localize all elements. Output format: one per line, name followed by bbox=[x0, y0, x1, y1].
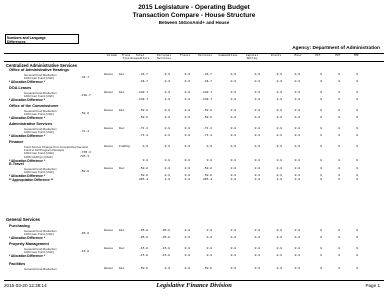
allocation-value: 0 bbox=[356, 133, 358, 137]
row-value: 0.0 bbox=[164, 144, 170, 148]
allocation-value: 0.0 bbox=[206, 253, 212, 257]
column-header-10: PFT bbox=[315, 54, 321, 57]
row-trans-type: Dec bbox=[119, 266, 125, 270]
column-header-2: Total Expenditure bbox=[130, 54, 150, 61]
row-value: 0.0 bbox=[184, 144, 190, 148]
row-value: 0 bbox=[356, 266, 358, 270]
allocation-value: 0.0 bbox=[230, 97, 236, 101]
row-value: 0 bbox=[320, 144, 322, 148]
report-subtitle: Transaction Compare - House Structure bbox=[132, 12, 256, 19]
allocation-value: 0.0 bbox=[294, 115, 300, 119]
row-value: 0.0 bbox=[184, 228, 190, 232]
numbers-box-line-2: Differences bbox=[7, 39, 26, 44]
appropriation-value: 0 bbox=[356, 177, 358, 181]
allocation-value: 0.0 bbox=[230, 115, 236, 119]
column-header-5: Services bbox=[198, 54, 212, 57]
allocation-value: 0.0 bbox=[276, 79, 282, 83]
row-value: 0 bbox=[320, 266, 322, 270]
allocation-value: 0.0 bbox=[142, 158, 148, 162]
allocation-value: 0 bbox=[320, 97, 322, 101]
row-trans-type: Dec bbox=[119, 72, 125, 76]
row-value: -15.0 bbox=[138, 246, 148, 250]
appropriation-value: 0.0 bbox=[164, 177, 170, 181]
row-value: 0.0 bbox=[294, 166, 300, 170]
allocation-value: 0 bbox=[338, 133, 340, 137]
column-header-3: Personal Services bbox=[157, 54, 171, 61]
row-value: -58.6 bbox=[202, 108, 212, 112]
footer-rule bbox=[4, 280, 384, 281]
allocation-value: 0 bbox=[320, 158, 322, 162]
row-value: 0.0 bbox=[230, 108, 236, 112]
detail-text: 1004 Gen Fund (UGF) bbox=[24, 231, 55, 236]
allocation-value: -58.6 bbox=[202, 115, 212, 119]
section-title-general-services: General Services bbox=[6, 217, 40, 222]
appropriation-value: 0.0 bbox=[184, 177, 190, 181]
allocation-value: -50.0 bbox=[202, 173, 212, 177]
row-value: 0.0 bbox=[164, 72, 170, 76]
allocation-value: 0.0 bbox=[254, 97, 260, 101]
row-value: 0.0 bbox=[230, 246, 236, 250]
block-heading: Office of the Commissioner bbox=[9, 104, 59, 108]
row-trans-type: Dec bbox=[119, 228, 125, 232]
row-column-name: House bbox=[104, 144, 114, 148]
row-value: -46.7 bbox=[202, 72, 212, 76]
row-value: 0.0 bbox=[206, 246, 212, 250]
allocation-value: 0.0 bbox=[164, 133, 170, 137]
row-value: -95.0 bbox=[160, 228, 170, 232]
allocation-value: 0.0 bbox=[230, 235, 236, 239]
allocation-difference-label: * Allocation Difference * bbox=[9, 79, 46, 84]
allocation-value: -46.7 bbox=[202, 79, 212, 83]
row-value: 0.0 bbox=[294, 144, 300, 148]
row-value: 0.0 bbox=[254, 266, 260, 270]
row-value: 0.0 bbox=[254, 166, 260, 170]
allocation-value: 0 bbox=[320, 173, 322, 177]
allocation-value: 0 bbox=[356, 97, 358, 101]
row-value: 0.0 bbox=[276, 108, 282, 112]
detail-amount: -15.0 bbox=[80, 249, 90, 253]
allocation-value: 0 bbox=[338, 253, 340, 257]
row-trans-type: Dec bbox=[119, 108, 125, 112]
allocation-value: -95.0 bbox=[160, 235, 170, 239]
detail-amount: -735.3 bbox=[80, 151, 91, 155]
allocation-value: 0.0 bbox=[184, 173, 190, 177]
block-heading: E-Travel bbox=[9, 162, 24, 166]
row-value: 0.0 bbox=[230, 72, 236, 76]
row-value: 0.0 bbox=[294, 246, 300, 250]
row-value: 0.0 bbox=[184, 126, 190, 130]
row-value: 0.0 bbox=[206, 144, 212, 148]
allocation-value: 0.0 bbox=[230, 253, 236, 257]
allocation-value: 0 bbox=[338, 158, 340, 162]
column-header-12: TMP bbox=[353, 54, 359, 57]
row-value: 0.0 bbox=[230, 144, 236, 148]
allocation-value: 0 bbox=[338, 97, 340, 101]
detail-text: 1004 Gen Fund (UGF) bbox=[24, 75, 55, 80]
detail-text: 1004 Gen Fund (UGF) bbox=[24, 111, 55, 116]
row-column-name: House bbox=[104, 90, 114, 94]
footer-division: Legislative Finance Division bbox=[156, 282, 232, 289]
allocation-difference-label: * Allocation Difference * bbox=[9, 253, 46, 258]
row-value: 0.0 bbox=[254, 90, 260, 94]
allocation-difference-label: * Allocation Difference * bbox=[9, 173, 46, 178]
row-value: 0.0 bbox=[206, 228, 212, 232]
appropriation-value: 0.0 bbox=[254, 177, 260, 181]
row-value: 0.0 bbox=[254, 108, 260, 112]
block-heading: DOA Leases bbox=[9, 86, 32, 90]
allocation-value: 0 bbox=[338, 79, 340, 83]
row-value: -138.7 bbox=[137, 90, 148, 94]
allocation-value: 0.0 bbox=[254, 158, 260, 162]
appropriation-value: 0 bbox=[320, 177, 322, 181]
allocation-value: 0 bbox=[320, 79, 322, 83]
allocation-value: 0.0 bbox=[294, 235, 300, 239]
row-value: -58.6 bbox=[138, 108, 148, 112]
row-value: 0 bbox=[356, 126, 358, 130]
appropriation-value: 0 bbox=[338, 177, 340, 181]
appropriation-value: 0.0 bbox=[294, 177, 300, 181]
allocation-value: 0.0 bbox=[206, 235, 212, 239]
allocation-value: 0 bbox=[356, 173, 358, 177]
row-value: -95.0 bbox=[138, 228, 148, 232]
row-value: 0.0 bbox=[276, 266, 282, 270]
row-value: 0 bbox=[356, 108, 358, 112]
allocation-value: 0.0 bbox=[294, 253, 300, 257]
detail-amount: -138.7 bbox=[80, 93, 91, 97]
appropriation-value: 0.0 bbox=[230, 177, 236, 181]
row-column-name: House bbox=[104, 72, 114, 76]
row-value: 0.0 bbox=[254, 246, 260, 250]
column-header-rule bbox=[4, 61, 384, 62]
allocation-value: -15.0 bbox=[138, 253, 148, 257]
allocation-value: 0 bbox=[338, 115, 340, 119]
row-value: 0 bbox=[356, 72, 358, 76]
row-value: 0 bbox=[338, 228, 340, 232]
detail-text: 1004 Gen Fund (UGF) bbox=[24, 129, 55, 134]
allocation-value: -15.0 bbox=[160, 253, 170, 257]
row-value: 0.0 bbox=[184, 90, 190, 94]
allocation-value: 0.0 bbox=[276, 158, 282, 162]
row-trans-type: Dec bbox=[119, 90, 125, 94]
row-value: 0 bbox=[338, 90, 340, 94]
detail-text: General Fund Reduction bbox=[24, 72, 57, 77]
row-value: -50.0 bbox=[202, 166, 212, 170]
row-value: 0 bbox=[338, 266, 340, 270]
detail-text: 1005 GF/Prgm (DGF) bbox=[24, 154, 53, 159]
row-value: 0 bbox=[320, 166, 322, 170]
row-value: 0.0 bbox=[254, 144, 260, 148]
row-value: 0 bbox=[320, 126, 322, 130]
row-value: 0.0 bbox=[164, 90, 170, 94]
detail-amount: -95.0 bbox=[80, 231, 90, 235]
detail-amount: -58.6 bbox=[80, 111, 90, 115]
allocation-difference-label: * Allocation Difference * bbox=[9, 158, 46, 163]
allocation-value: 0.0 bbox=[164, 173, 170, 177]
block-heading: Facilities bbox=[9, 262, 26, 266]
row-value: 0 bbox=[338, 108, 340, 112]
row-trans-type: Dec bbox=[119, 126, 125, 130]
detail-amount: 735.3 bbox=[80, 154, 90, 158]
row-value: 0 bbox=[356, 228, 358, 232]
row-value: 0.0 bbox=[276, 90, 282, 94]
row-value: 0.0 bbox=[142, 144, 148, 148]
allocation-value: -138.7 bbox=[137, 97, 148, 101]
allocation-difference-label: * Allocation Difference * bbox=[9, 115, 46, 120]
allocation-value: 0 bbox=[356, 253, 358, 257]
row-value: 0.0 bbox=[276, 72, 282, 76]
column-header-11: PPT bbox=[335, 54, 341, 57]
column-header-6: Commodities bbox=[218, 54, 238, 57]
row-value: 0 bbox=[320, 90, 322, 94]
row-value: 0.0 bbox=[184, 108, 190, 112]
allocation-value: 0.0 bbox=[276, 97, 282, 101]
row-value: 0 bbox=[320, 72, 322, 76]
row-value: -50.0 bbox=[138, 266, 148, 270]
allocation-value: 0.0 bbox=[276, 235, 282, 239]
row-value: 0.0 bbox=[254, 228, 260, 232]
allocation-value: 0 bbox=[320, 253, 322, 257]
allocation-difference-label: * Allocation Difference * bbox=[9, 133, 46, 138]
detail-text: 1004 Gen Fund (UGF) bbox=[24, 169, 55, 174]
row-value: 0.0 bbox=[276, 166, 282, 170]
allocation-value: 0.0 bbox=[294, 79, 300, 83]
allocation-value: 0.0 bbox=[230, 133, 236, 137]
allocation-value: 0 bbox=[356, 235, 358, 239]
row-value: -15.0 bbox=[160, 246, 170, 250]
row-value: 0 bbox=[338, 246, 340, 250]
allocation-value: 0.0 bbox=[254, 79, 260, 83]
column-header-0: Column bbox=[106, 54, 118, 57]
allocation-value: 0.0 bbox=[254, 173, 260, 177]
block-heading: Finance bbox=[9, 140, 24, 144]
row-value: 0.0 bbox=[164, 266, 170, 270]
allocation-value: 0 bbox=[356, 115, 358, 119]
allocation-value: 0.0 bbox=[254, 253, 260, 257]
allocation-value: 0.0 bbox=[254, 115, 260, 119]
allocation-value: 0.0 bbox=[254, 133, 260, 137]
row-value: 0 bbox=[338, 126, 340, 130]
detail-text: General Fund Reduction bbox=[24, 266, 57, 271]
row-value: -50.0 bbox=[202, 266, 212, 270]
detail-text: 1004 Gen Fund (UGF) bbox=[24, 151, 55, 156]
block-heading: Administrative Services bbox=[9, 122, 53, 126]
row-value: 0.0 bbox=[230, 126, 236, 130]
allocation-value: 0.0 bbox=[184, 253, 190, 257]
column-header-7: Capital Outlay bbox=[245, 54, 259, 61]
row-value: 0.0 bbox=[294, 266, 300, 270]
row-value: 0 bbox=[338, 144, 340, 148]
report-compare: Between 15GovAmd+ and House bbox=[158, 20, 230, 25]
allocation-value: 0 bbox=[356, 79, 358, 83]
row-column-name: House bbox=[104, 166, 114, 170]
allocation-value: -71.4 bbox=[138, 133, 148, 137]
allocation-value: 0.0 bbox=[294, 173, 300, 177]
row-value: -71.4 bbox=[202, 126, 212, 130]
detail-amount: -71.4 bbox=[80, 129, 90, 133]
detail-text: 1004 Gen Fund (UGF) bbox=[24, 249, 55, 254]
allocation-value: -50.0 bbox=[138, 173, 148, 177]
row-value: 0.0 bbox=[184, 266, 190, 270]
row-value: 0.0 bbox=[184, 72, 190, 76]
agency-title: Agency: Department of Administration bbox=[292, 46, 380, 51]
allocation-value: 0 bbox=[320, 235, 322, 239]
row-value: 0.0 bbox=[184, 166, 190, 170]
row-value: 0.0 bbox=[164, 166, 170, 170]
column-header-1: Trans Type bbox=[121, 54, 131, 61]
row-value: 0.0 bbox=[230, 228, 236, 232]
row-value: 0 bbox=[338, 72, 340, 76]
row-value: 0.0 bbox=[294, 126, 300, 130]
allocation-value: 0.0 bbox=[164, 158, 170, 162]
allocation-value: 0.0 bbox=[230, 158, 236, 162]
allocation-value: 0.0 bbox=[164, 97, 170, 101]
column-header-8: Grants bbox=[270, 54, 282, 57]
row-column-name: House bbox=[104, 108, 114, 112]
row-value: 0.0 bbox=[164, 108, 170, 112]
row-value: 0.0 bbox=[294, 90, 300, 94]
allocation-value: 0.0 bbox=[184, 235, 190, 239]
row-value: 0.0 bbox=[164, 126, 170, 130]
allocation-difference-label: * Allocation Difference * bbox=[9, 97, 46, 102]
row-value: 0.0 bbox=[276, 228, 282, 232]
numbers-box-line-1: Numbers and Language bbox=[7, 35, 46, 40]
row-value: 0 bbox=[320, 108, 322, 112]
allocation-value: -95.0 bbox=[138, 235, 148, 239]
column-header-9: Misc bbox=[294, 54, 302, 57]
row-value: 0.0 bbox=[254, 126, 260, 130]
appropriation-value: -365.4 bbox=[201, 177, 212, 181]
allocation-value: 0.0 bbox=[184, 79, 190, 83]
block-heading: Purchasing bbox=[9, 224, 30, 228]
row-value: 0 bbox=[338, 166, 340, 170]
allocation-value: 0.0 bbox=[276, 133, 282, 137]
allocation-value: 0.0 bbox=[294, 158, 300, 162]
column-header-4: Travel bbox=[179, 54, 191, 57]
allocation-value: 0.0 bbox=[276, 173, 282, 177]
detail-text: Fund to GF/Program Receipts bbox=[24, 147, 65, 152]
row-trans-type: FndChg bbox=[119, 144, 130, 148]
row-value: 0.0 bbox=[294, 228, 300, 232]
row-value: 0.0 bbox=[276, 144, 282, 148]
row-column-name: House bbox=[104, 126, 114, 130]
allocation-difference-label: * Allocation Difference * bbox=[9, 235, 46, 240]
allocation-value: -58.6 bbox=[138, 115, 148, 119]
row-column-name: House bbox=[104, 246, 114, 250]
row-value: 0.0 bbox=[294, 72, 300, 76]
detail-text: General Fund Reduction bbox=[24, 90, 57, 95]
allocation-value: -138.7 bbox=[201, 97, 212, 101]
allocation-value: 0 bbox=[356, 158, 358, 162]
footer-date: 2015-03-20 12:38:14 bbox=[4, 283, 47, 288]
detail-text: General Fund Reduction bbox=[24, 246, 57, 251]
row-value: 0.0 bbox=[230, 90, 236, 94]
numbers-language-box bbox=[5, 34, 79, 44]
row-value: -71.4 bbox=[138, 126, 148, 130]
allocation-value: 0.0 bbox=[276, 253, 282, 257]
row-value: 0 bbox=[356, 166, 358, 170]
detail-text: 1004 Gen Fund (UGF) bbox=[24, 93, 55, 98]
row-value: 0 bbox=[320, 228, 322, 232]
allocation-value: 0.0 bbox=[206, 158, 212, 162]
row-value: 0.0 bbox=[254, 72, 260, 76]
allocation-value: 0.0 bbox=[294, 133, 300, 137]
row-value: 0.0 bbox=[276, 126, 282, 130]
section-title-centralized: Centralized Administrative Services bbox=[6, 63, 78, 68]
row-value: 0.0 bbox=[230, 266, 236, 270]
appropriation-value: -365.4 bbox=[137, 177, 148, 181]
footer-page: Page 1 bbox=[365, 283, 380, 288]
allocation-value: 0.0 bbox=[164, 115, 170, 119]
detail-text: Fund Source Change from Unrestricted General bbox=[24, 144, 88, 149]
allocation-value: 0.0 bbox=[230, 173, 236, 177]
detail-text: General Fund Reduction bbox=[24, 126, 57, 131]
detail-text: General Fund Reduction bbox=[24, 228, 57, 233]
appropriation-value: 0.0 bbox=[276, 177, 282, 181]
row-value: 0 bbox=[356, 246, 358, 250]
allocation-value: 0 bbox=[338, 173, 340, 177]
allocation-value: -46.7 bbox=[138, 79, 148, 83]
detail-amount: -46.7 bbox=[80, 75, 90, 79]
block-heading: Property Management bbox=[9, 242, 49, 246]
allocation-value: 0 bbox=[338, 235, 340, 239]
block-heading: Office of Administrative Hearings bbox=[9, 68, 69, 72]
allocation-value: 0 bbox=[320, 133, 322, 137]
allocation-value: 0.0 bbox=[276, 115, 282, 119]
row-value: 0 bbox=[356, 144, 358, 148]
allocation-value: 0.0 bbox=[164, 79, 170, 83]
row-column-name: House bbox=[104, 266, 114, 270]
row-trans-type: Dec bbox=[119, 166, 125, 170]
row-value: -50.0 bbox=[138, 166, 148, 170]
row-value: 0 bbox=[356, 90, 358, 94]
detail-text: General Fund Reduction bbox=[24, 108, 57, 113]
allocation-value: 0.0 bbox=[294, 97, 300, 101]
allocation-value: 0.0 bbox=[184, 115, 190, 119]
report-title: 2015 Legislature - Operating Budget bbox=[138, 4, 250, 11]
allocation-value: 0.0 bbox=[184, 158, 190, 162]
row-column-name: House bbox=[104, 228, 114, 232]
row-trans-type: Dec bbox=[119, 246, 125, 250]
row-value: 0.0 bbox=[184, 246, 190, 250]
allocation-value: 0.0 bbox=[184, 133, 190, 137]
detail-text: General Fund Reduction bbox=[24, 166, 57, 171]
allocation-value: 0 bbox=[320, 115, 322, 119]
row-value: -138.7 bbox=[201, 90, 212, 94]
row-value: 0.0 bbox=[230, 166, 236, 170]
row-value: 0 bbox=[320, 246, 322, 250]
allocation-value: 0.0 bbox=[254, 235, 260, 239]
row-value: -46.7 bbox=[138, 72, 148, 76]
appropriation-difference-label: ** Appropriation Difference ** bbox=[9, 177, 54, 182]
row-value: 0.0 bbox=[294, 108, 300, 112]
allocation-value: 0.0 bbox=[230, 79, 236, 83]
allocation-value: 0.0 bbox=[184, 97, 190, 101]
row-value: 0.0 bbox=[276, 246, 282, 250]
detail-amount: -50.0 bbox=[80, 169, 90, 173]
allocation-value: -71.4 bbox=[202, 133, 212, 137]
